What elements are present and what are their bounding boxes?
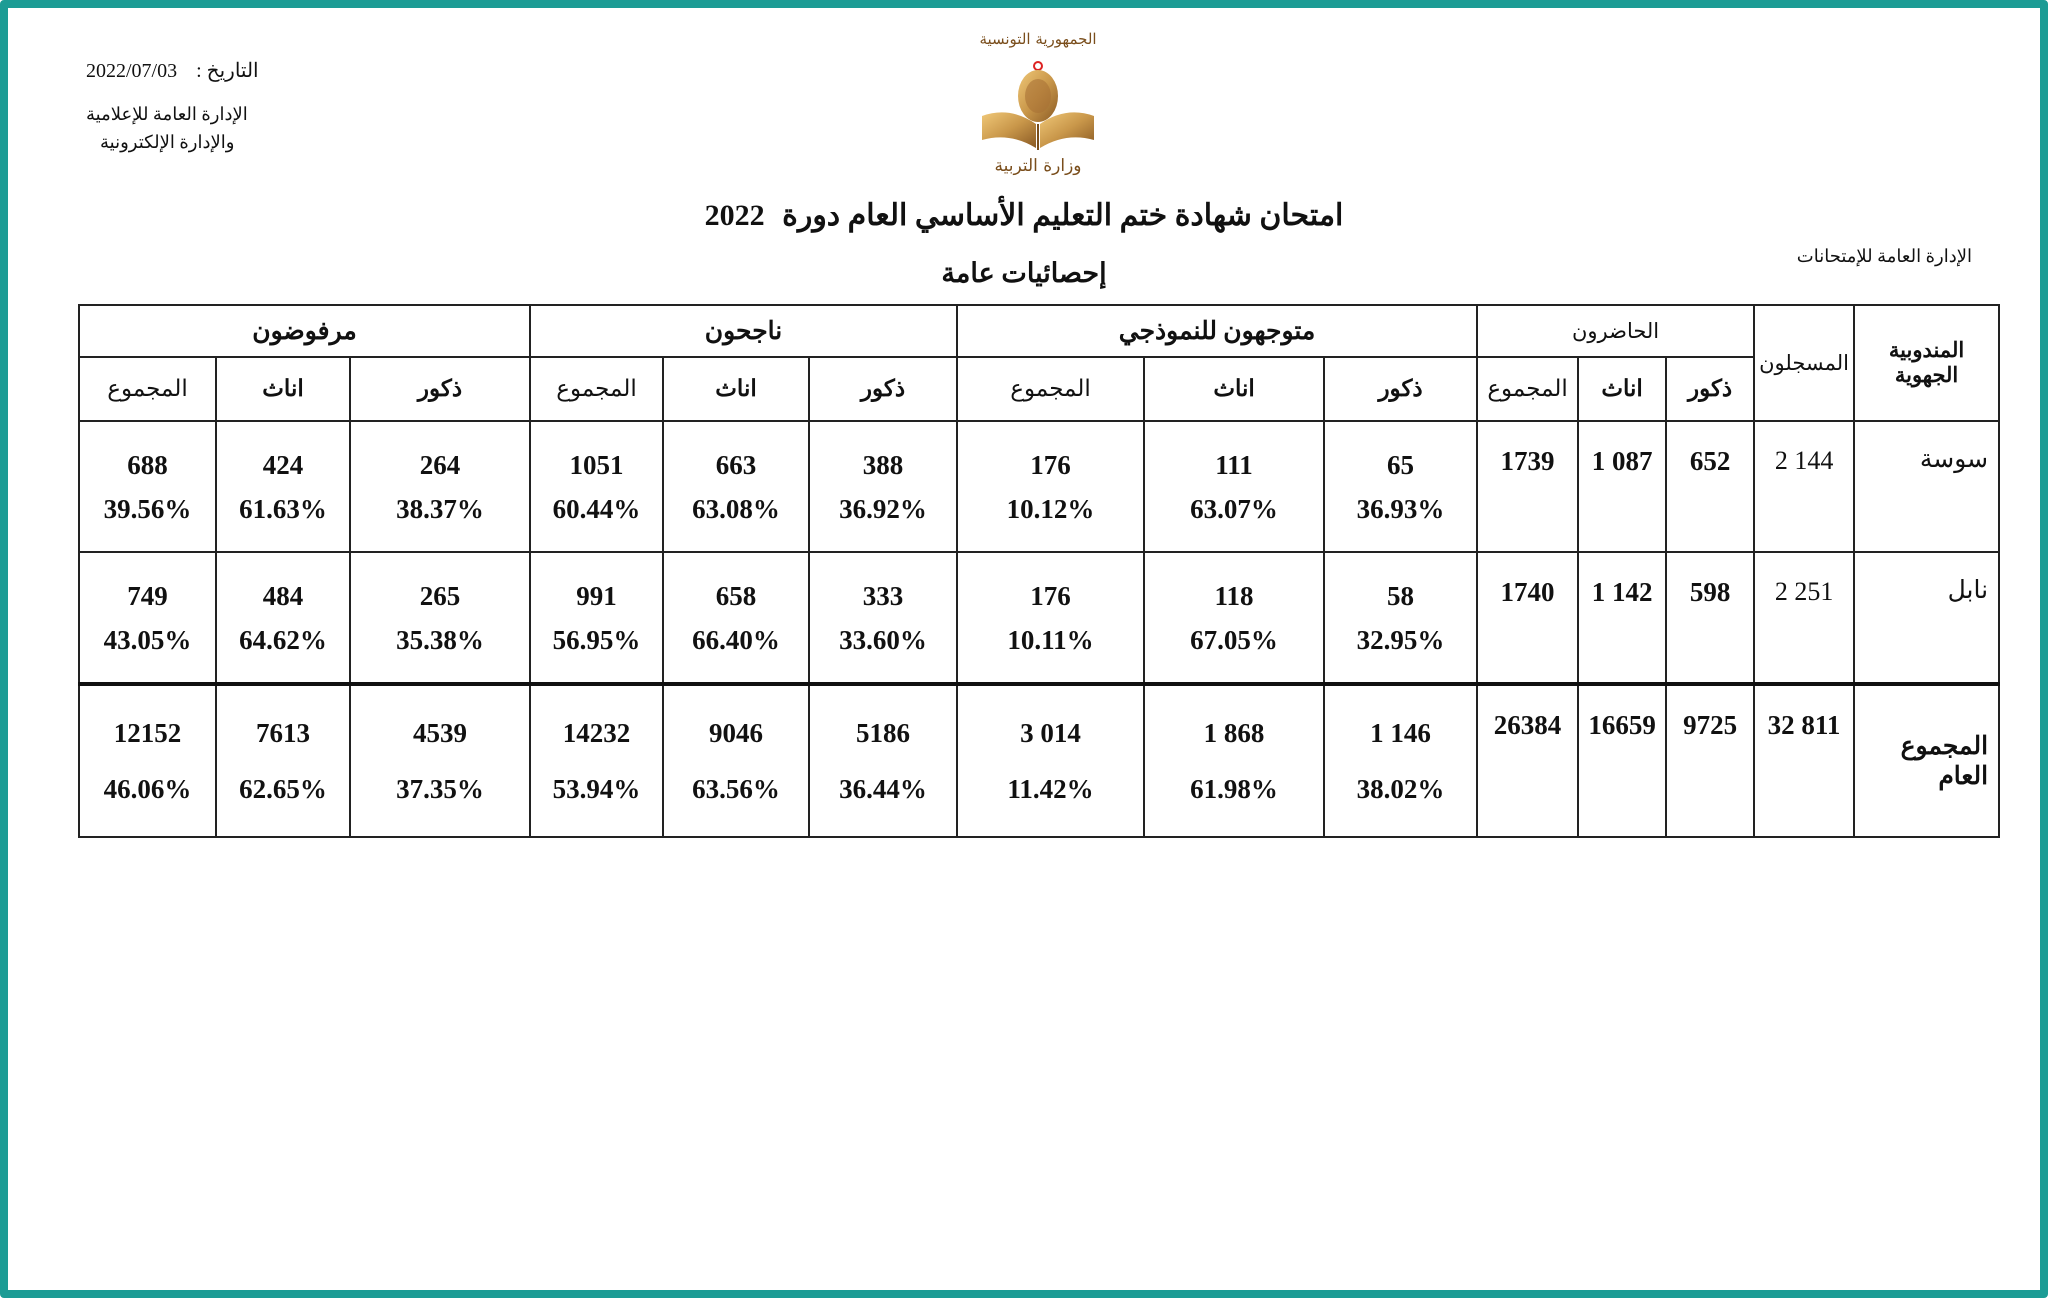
total-oriented-male-pct: 38.02% [1356, 774, 1445, 804]
total-oriented-male: 1 146 [1370, 718, 1431, 748]
passed-male-pct: 36.92% [839, 493, 927, 524]
passed-total-pct: 60.44% [552, 493, 641, 524]
total-passed-total: 14232 [562, 718, 631, 748]
oriented-male-pct: 32.95% [1356, 624, 1445, 655]
page-title [0, 198, 2048, 233]
page-subtitle: إحصائيات عامة [941, 258, 1107, 288]
passed-total: 1051 [569, 449, 624, 480]
oriented-total-pct: 10.11% [1007, 624, 1094, 655]
col-registered-header: المسجلون [1754, 305, 1854, 421]
total-present-male: 9725 [1683, 710, 1738, 740]
group-passed-header: ناجحون [530, 305, 957, 357]
rejected-total: 749 [127, 580, 168, 611]
col-region-header: المندوبية الجهوية [1854, 305, 1999, 421]
rejected-male-pct: 38.37% [396, 493, 484, 524]
total-passed-total-pct: 53.94% [552, 774, 641, 804]
oriented-total-header: المجموع [957, 357, 1144, 421]
header-group-row [79, 305, 1999, 357]
rejected-total-pct: 39.56% [103, 493, 192, 524]
date-value: 2022/07/03 [86, 60, 178, 82]
present-female-header: اناث [1578, 357, 1666, 421]
ministry-logo [962, 28, 1114, 178]
present-male: 652 [1689, 446, 1731, 476]
total-passed-male: 5186 [856, 718, 911, 748]
total-rejected-female-pct: 62.65% [239, 774, 327, 804]
oriented-male: 58 [1387, 580, 1415, 611]
department-line-1: الإدارة العامة للإعلامية [86, 104, 248, 124]
grand-total-row [79, 684, 1999, 837]
oriented-female-pct: 63.07% [1190, 493, 1278, 524]
total-oriented-total-pct: 11.42% [1007, 774, 1094, 804]
rejected-male-header: ذكور [350, 357, 530, 421]
total-oriented-female: 1 868 [1203, 718, 1265, 748]
rejected-female: 424 [262, 449, 304, 480]
rejected-male-pct: 35.38% [396, 624, 484, 655]
total-passed-female-pct: 63.56% [692, 774, 780, 804]
total-oriented-female-pct: 61.98% [1190, 774, 1278, 804]
passed-female-header: اناث [663, 357, 809, 421]
passed-total: 991 [576, 580, 617, 611]
total-rejected-total-pct: 46.06% [103, 774, 192, 804]
date-label: التاريخ : [196, 60, 259, 82]
group-present-header: الحاضرون [1477, 305, 1754, 357]
oriented-total: 176 [1030, 449, 1071, 480]
registered-count: 2 251 [1774, 577, 1834, 606]
total-rejected-total: 12152 [113, 718, 182, 748]
oriented-male-header: ذكور [1324, 357, 1477, 421]
oriented-female-pct: 67.05% [1190, 624, 1278, 655]
present-total: 1739 [1500, 446, 1555, 476]
logo-bottom-text: وزارة التربية [994, 156, 1082, 176]
title-text: امتحان شهادة ختم التعليم الأساسي العام دورة [782, 199, 1344, 232]
oriented-male: 65 [1387, 449, 1415, 480]
table-row [79, 421, 1999, 552]
registered-count: 2 144 [1774, 446, 1834, 475]
rejected-male: 264 [419, 449, 461, 480]
passed-female: 663 [715, 449, 757, 480]
group-rejected-header: مرفوضون [79, 305, 530, 357]
passed-total-pct: 56.95% [552, 624, 641, 655]
present-female: 1 142 [1591, 577, 1653, 607]
passed-total-header: المجموع [530, 357, 663, 421]
oriented-female: 118 [1214, 580, 1254, 611]
date-line [86, 58, 259, 83]
oriented-total-pct: 10.12% [1006, 493, 1095, 524]
total-passed-male-pct: 36.44% [839, 774, 927, 804]
present-total-header: المجموع [1477, 357, 1578, 421]
statistics-table [78, 304, 2000, 838]
region-name: نابل [1854, 552, 1999, 684]
present-male-header: ذكور [1666, 357, 1754, 421]
department-line-2: والإدارة الإلكترونية [100, 132, 235, 152]
total-oriented-total: 3 014 [1020, 718, 1081, 748]
passed-female-pct: 66.40% [692, 624, 780, 655]
oriented-female-header: اناث [1144, 357, 1324, 421]
total-rejected-male-pct: 37.35% [396, 774, 484, 804]
title-year: 2022 [704, 199, 765, 232]
rejected-male: 265 [419, 580, 461, 611]
oriented-total: 176 [1030, 580, 1071, 611]
total-rejected-female: 7613 [256, 718, 311, 748]
present-female: 1 087 [1591, 446, 1653, 476]
rejected-female-pct: 64.62% [239, 624, 327, 655]
passed-male-header: ذكور [809, 357, 957, 421]
passed-female-pct: 63.08% [692, 493, 780, 524]
oriented-male-pct: 36.93% [1356, 493, 1445, 524]
grand-total-label: المجموع العام [1854, 684, 1999, 837]
total-present-female: 16659 [1588, 710, 1656, 740]
group-oriented-header: متوجهون للنموذجي [957, 305, 1477, 357]
exam-directorate: الإدارة العامة للإمتحانات [1796, 246, 1972, 266]
oriented-female: 111 [1215, 449, 1253, 480]
rejected-total-header: المجموع [79, 357, 216, 421]
present-male: 598 [1689, 577, 1731, 607]
rejected-total-pct: 43.05% [103, 624, 192, 655]
total-rejected-male: 4539 [413, 718, 468, 748]
ministry-emblem-icon [962, 28, 1114, 178]
passed-male: 388 [862, 449, 904, 480]
total-passed-female: 9046 [709, 718, 764, 748]
rejected-female-pct: 61.63% [239, 493, 327, 524]
passed-female: 658 [715, 580, 757, 611]
passed-male: 333 [862, 580, 904, 611]
header-sub-row [79, 357, 1999, 421]
rejected-female: 484 [262, 580, 304, 611]
rejected-female-header: اناث [216, 357, 350, 421]
present-total: 1740 [1500, 577, 1555, 607]
total-present-total: 26384 [1493, 710, 1562, 740]
logo-top-text: الجمهورية التونسية [979, 30, 1097, 48]
passed-male-pct: 33.60% [839, 624, 927, 655]
rejected-total: 688 [127, 449, 168, 480]
table-row [79, 552, 1999, 684]
region-name: سوسة [1854, 421, 1999, 552]
total-registered: 32 811 [1767, 710, 1841, 740]
